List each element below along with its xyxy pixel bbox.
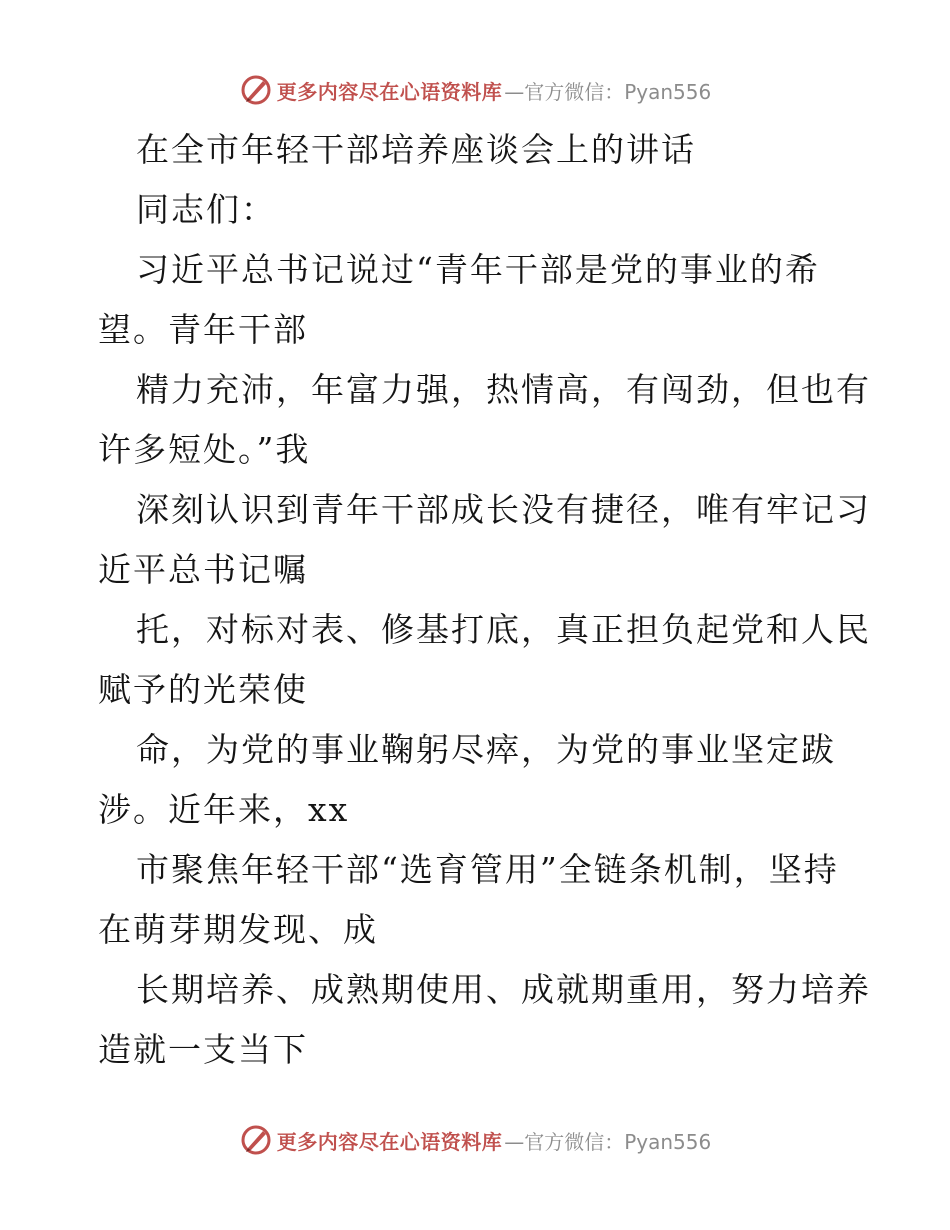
banner-text: 更多内容尽在心语资料库 — [276, 1129, 503, 1154]
salutation: 同志们： — [136, 190, 276, 229]
text-line: 长期培养、成熟期使用、成就期重用，努力培养 — [136, 970, 871, 1009]
text-line: 造就一支当下 — [98, 1030, 308, 1069]
header-watermark-banner — [0, 70, 950, 110]
text-line: 许多短处。”我 — [98, 430, 311, 469]
quill-pen-icon — [239, 73, 273, 107]
text-line: 望。青年干部 — [98, 310, 308, 349]
text-line: 涉。近年来，xx — [98, 790, 350, 829]
banner-contact: —官方微信：Pyan556 — [504, 79, 712, 104]
text-line: 深刻认识到青年干部成长没有捷径，唯有牢记习 — [136, 490, 871, 529]
banner-contact: —官方微信：Pyan556 — [504, 1129, 712, 1154]
text-line: 精力充沛，年富力强，热情高，有闯劲，但也有 — [136, 370, 871, 409]
text-line: 命，为党的事业鞠躬尽瘁，为党的事业坚定跋 — [136, 730, 836, 769]
text-line: 市聚焦年轻干部“选育管用”全链条机制，坚持 — [136, 850, 839, 889]
text-line: 在萌芽期发现、成 — [98, 910, 378, 949]
quill-pen-icon — [239, 1123, 273, 1157]
document-body — [98, 120, 871, 1080]
document-title: 在全市年轻干部培养座谈会上的讲话 — [136, 130, 696, 169]
text-line: 习近平总书记说过“青年干部是党的事业的希 — [136, 250, 820, 289]
banner-text: 更多内容尽在心语资料库 — [276, 79, 503, 104]
text-line: 近平总书记嘱 — [98, 550, 308, 589]
footer-watermark-banner — [0, 1120, 950, 1160]
text-line: 托，对标对表、修基打底，真正担负起党和人民 — [136, 610, 871, 649]
text-line: 赋予的光荣使 — [98, 670, 308, 709]
